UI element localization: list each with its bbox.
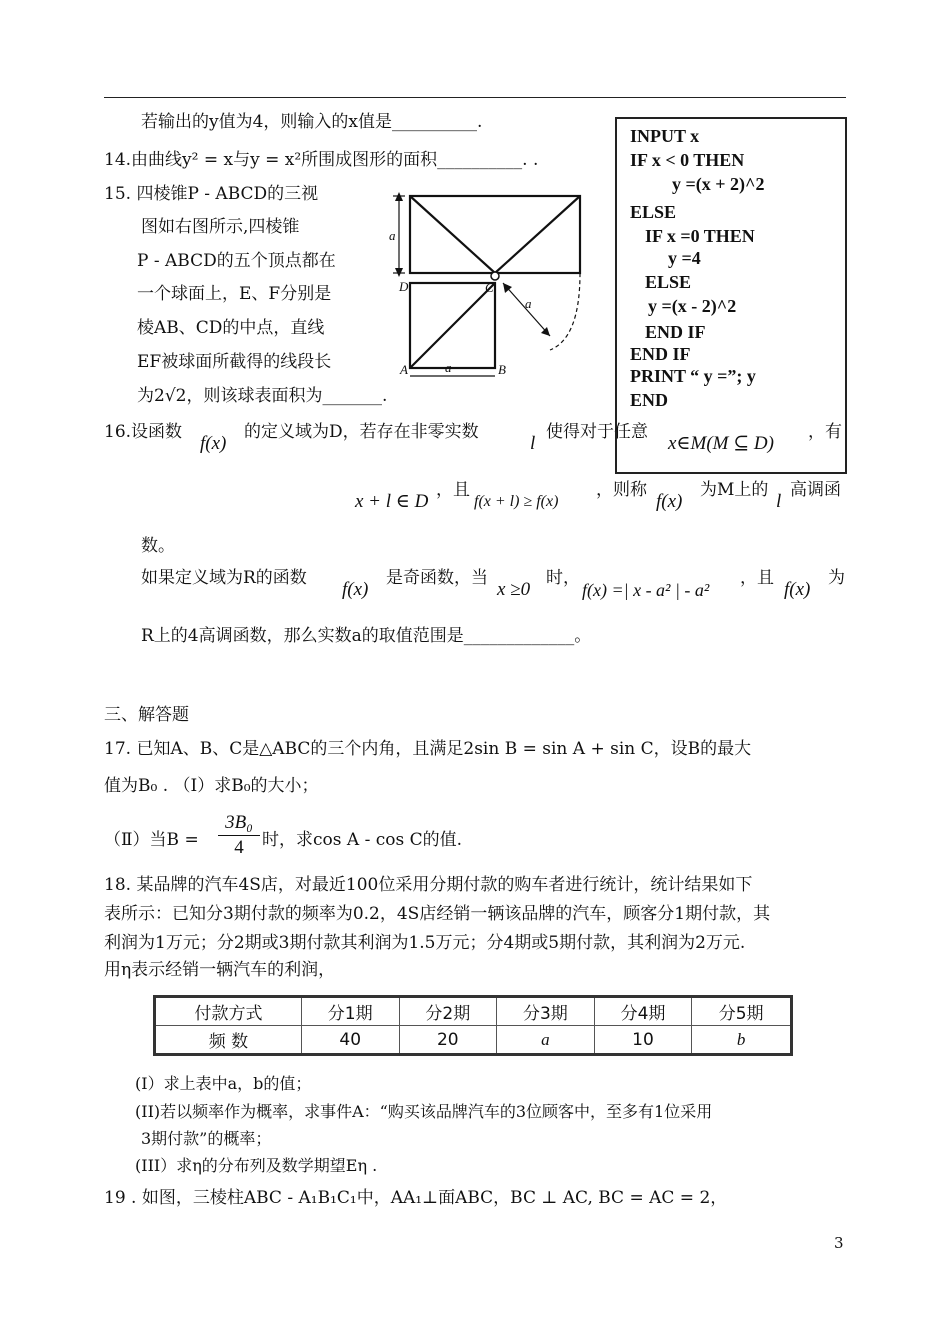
table-header-cell: 分2期 — [399, 997, 497, 1026]
table-header-cell: 分5期 — [692, 997, 792, 1026]
q16-and: ，且 — [436, 480, 470, 500]
q14-text: 14.由曲线y² = x与y = x²所围成图形的面积__________. . — [104, 150, 539, 170]
code-line-7: ELSE — [645, 272, 692, 292]
table-header-row — [155, 997, 792, 1026]
code-line-12: END — [630, 390, 669, 410]
q17-line-2: 值为B₀ . （Ⅰ）求B₀的大小； — [104, 776, 319, 796]
code-line-5: IF x =0 THEN — [645, 226, 755, 246]
q17-part2-a: （Ⅱ）当B = — [104, 830, 199, 850]
q15-line-5: 棱AB、CD的中点，直线 — [137, 318, 325, 338]
label-A: A — [400, 362, 408, 377]
q19-line-1: 19 . 如图，三棱柱ABC - A₁B₁C₁中，AA₁⊥面ABC，BC ⊥ AC, BC = AC = 2， — [104, 1188, 728, 1208]
code-line-8: y =(x - 2)^2 — [648, 296, 737, 316]
table-cell: 10 — [594, 1026, 692, 1055]
table-header-cell: 分4期 — [594, 997, 692, 1026]
q16-and-2: ，且 — [740, 568, 774, 588]
q16-cond-2: f(x + l) ≥ f(x) — [474, 493, 559, 510]
q17-frac-den: 4 — [234, 837, 244, 858]
q18-line-1: 18. 某品牌的汽车4S店，对最近100位采用分期付款的购车者进行统计，统计结果如下 — [104, 875, 753, 895]
table-cell: 40 — [301, 1026, 399, 1055]
q16-l-2: l — [776, 491, 782, 512]
page-number: 3 — [834, 1234, 844, 1252]
q16-xge0: x ≥0 — [497, 579, 531, 600]
q15-line-2: 图如右图所示,四棱锥 — [141, 217, 300, 237]
q16-odd: 是奇函数，当 — [386, 568, 488, 588]
frequency-table — [153, 995, 793, 1056]
label-C: C — [485, 280, 494, 295]
q16-gaodiao: 高调函 — [790, 480, 841, 500]
q18-line-3: 利润为1万元；分2期或3期付款其利润为1.5万元；分4期或5期付款，其利润为2万元. — [104, 933, 746, 953]
q16-l-1: l — [530, 433, 536, 454]
q16-domain-text: 的定义域为D，若存在非零实数 — [244, 422, 479, 442]
q18-line-4: 用η表示经销一辆汽车的利润， — [104, 960, 336, 980]
q18-part-1: (I）求上表中a，b的值； — [135, 1074, 312, 1093]
section-title: 三、解答题 — [104, 705, 189, 725]
table-header-cell: 付款方式 — [155, 997, 302, 1026]
q17-frac-num: 3B₀ — [225, 812, 253, 833]
code-line-10: END IF — [630, 344, 691, 364]
q16-called: ，则称 — [596, 480, 647, 500]
q15-line-3: P - ABCD的五个顶点都在 — [137, 251, 336, 271]
q16-fx-2: f(x) — [656, 491, 683, 512]
table-row — [155, 1026, 792, 1055]
code-line-3: y =(x + 2)^2 — [672, 174, 765, 194]
code-line-6: y =4 — [668, 248, 701, 268]
q15-line-1: 15. 四棱锥P - ABCD的三视 — [104, 184, 319, 204]
table-cell: 20 — [399, 1026, 497, 1055]
q16-have: ，有 — [808, 422, 842, 442]
q17-line-1: 17. 已知A、B、C是△ABC的三个内角，且满足2sin B = sin A + sin C，设B的最大 — [104, 739, 752, 759]
table-cell: 频 数 — [155, 1026, 302, 1055]
q17-fraction — [218, 812, 260, 859]
q16-when: 时， — [546, 568, 580, 588]
header-rule — [104, 97, 846, 98]
q16-cond-1: x + l ∈ D — [355, 491, 429, 512]
q15-line-4: 一个球面上，E、F分别是 — [137, 284, 332, 304]
label-a-bottom: a — [445, 360, 452, 375]
q18-part-3: (III）求η的分布列及数学期望Eη . — [135, 1156, 378, 1175]
q16-wei: 为 — [828, 568, 845, 588]
q16-formula: f(x) =| x - a² | - a² — [582, 580, 710, 600]
table-cell: a — [497, 1026, 595, 1055]
code-line-9: END IF — [645, 322, 706, 342]
code-line-11: PRINT “ y =”; y — [630, 366, 756, 386]
label-D: D — [399, 279, 409, 294]
q17-part2-b: 时，求cos A - cos C的值. — [262, 830, 463, 850]
q18-part-2b: 3期付款”的概率； — [141, 1129, 272, 1148]
code-line-4: ELSE — [630, 202, 677, 222]
q18-part-2: (II)若以频率作为概率，求事件A：“购买该品牌汽车的3位顾客中，至多有1位采用 — [135, 1102, 713, 1121]
q15-line-6: EF被球面所截得的线段长 — [137, 352, 332, 372]
three-view-figure — [385, 188, 595, 378]
q16-fx-1: f(x) — [200, 433, 227, 454]
q16-set: x∈M(M ⊆ D) — [668, 433, 774, 454]
q16-forall-text: 使得对于任意 — [546, 422, 648, 442]
table-header-cell: 分3期 — [497, 997, 595, 1026]
q16-shu: 数。 — [141, 536, 175, 556]
label-a-left: a — [389, 228, 396, 243]
q16-fx-3: f(x) — [342, 579, 369, 600]
q13-line: 若输出的y值为4，则输入的x值是__________. — [141, 112, 483, 132]
q16-last-line: R上的4高调函数，那么实数a的取值范围是_____________。 — [141, 626, 592, 646]
q15-line-7: 为2√2，则该球表面积为_______. — [137, 386, 388, 406]
q16-fx-4: f(x) — [784, 579, 811, 600]
code-line-2: IF x < 0 THEN — [630, 150, 745, 170]
label-a-diag: a — [525, 296, 532, 311]
table-cell: b — [692, 1026, 792, 1055]
q16-if-domain: 如果定义域为R的函数 — [141, 568, 307, 588]
code-line-1: INPUT x — [630, 126, 700, 146]
q16-on-M: 为M上的 — [700, 480, 769, 500]
table-header-cell: 分1期 — [301, 997, 399, 1026]
label-B: B — [498, 362, 506, 377]
q16-intro: 16.设函数 — [104, 422, 183, 442]
q18-line-2: 表所示：已知分3期付款的频率为0.2，4S店经销一辆该品牌的汽车，顾客分1期付款，其 — [104, 904, 771, 924]
